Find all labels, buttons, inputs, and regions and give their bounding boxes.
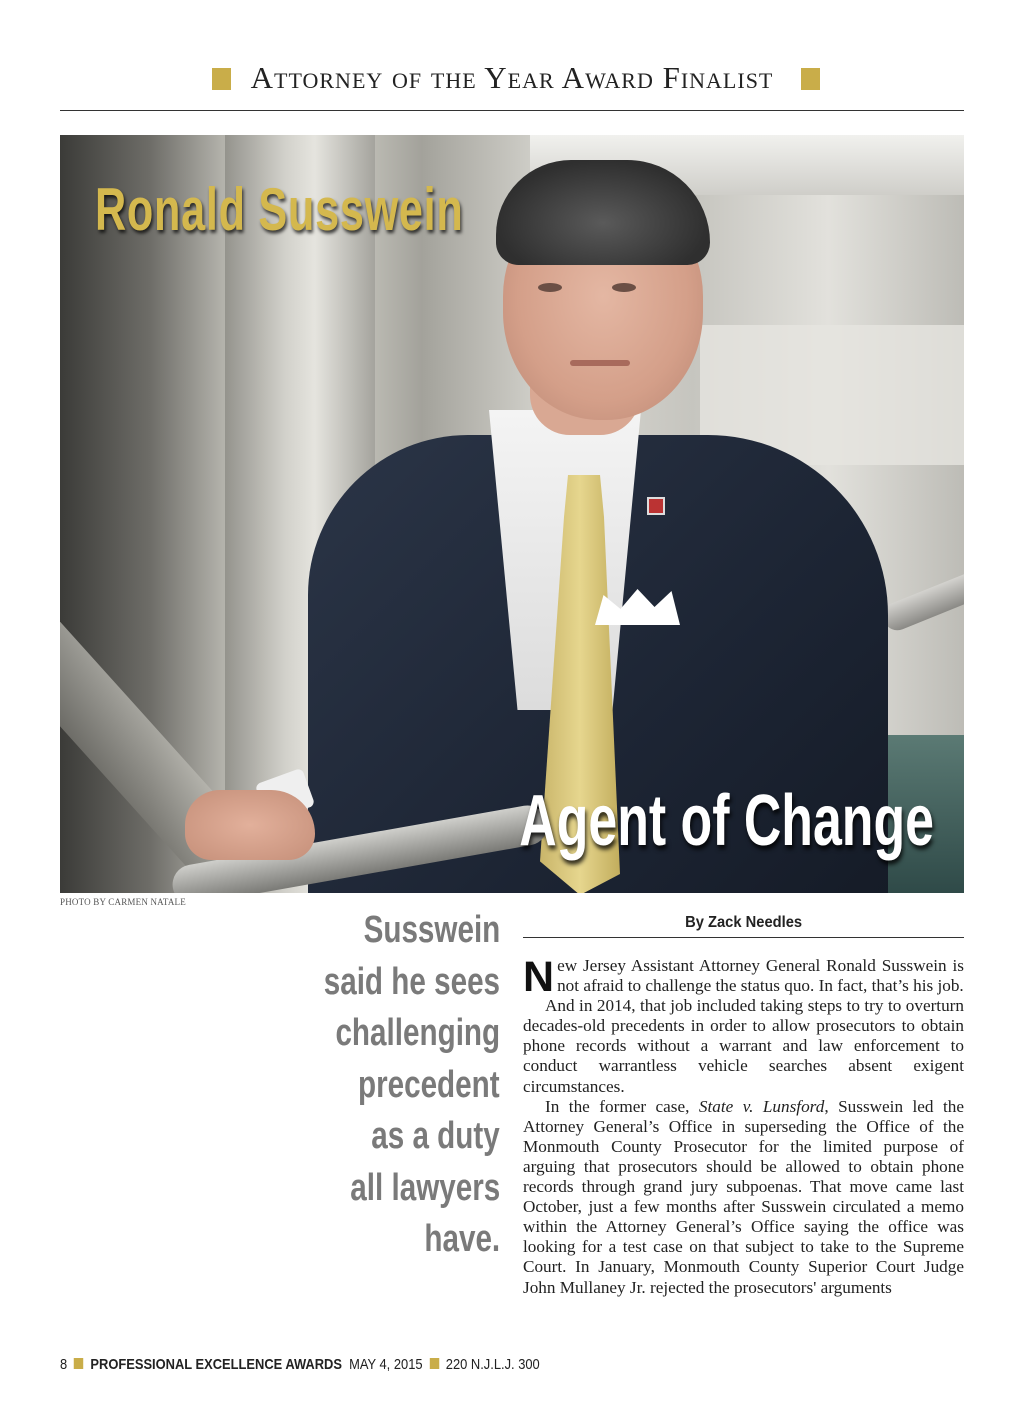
footer-square	[429, 1358, 438, 1369]
subject-right-eye	[612, 283, 636, 292]
photo-credit: PHOTO BY CARMEN NATALE	[60, 897, 186, 907]
page-number: 8	[60, 1356, 68, 1373]
pull-quote-line: said he sees	[323, 960, 500, 1003]
article-paragraph: In the former case, State v. Lunsford, Susswein led the Attorney General’s Office in superseding the Office of the Monmouth County Prosecutor for the limited purpose of arguing that prosecutors should be allowed to obtain phone records through grand jury subpoenas. That move came last October, just a few months after Susswein circulated a memo within the Attorney General’s Office saying the office was looking for a test case on that subject to take to the Supreme Court. In January, Monmouth County Superior Court Judge John Mullaney Jr. rejected the prosecutors' arguments	[523, 1096, 965, 1297]
pull-quote-line: challenging	[335, 1012, 500, 1054]
subject-left-eye	[538, 283, 562, 292]
article-body	[523, 953, 965, 1298]
pull-quote-line: all lawyers	[350, 1166, 500, 1209]
page-footer	[60, 1356, 618, 1373]
article-paragraph: New Jersey Assistant Attorney General Ronald Susswein is not afraid to challenge the status quo. In fact, that’s his job.	[523, 953, 964, 1001]
headline-overlay: Agent of Change	[519, 781, 934, 861]
header-right-square	[801, 68, 820, 90]
pull-quote-line: Susswein	[363, 909, 500, 951]
footer-date: MAY 4, 2015	[349, 1356, 423, 1373]
pull-quote-line: as a duty	[371, 1115, 500, 1157]
pull-quote-line: have.	[424, 1218, 500, 1260]
case-name: State v. Lunsford	[698, 1096, 825, 1116]
subject-hand	[185, 790, 315, 860]
drop-cap: N	[523, 953, 555, 1001]
footer-citation: 220 N.J.L.J. 300	[445, 1356, 540, 1373]
header-title: Attorney of the Year Award Finalist	[250, 60, 774, 95]
byline: By Zack Needles	[523, 914, 964, 938]
subject-hair	[496, 160, 710, 265]
footer-square	[74, 1358, 83, 1369]
portrait-photo	[60, 135, 964, 893]
article-paragraph: And in 2014, that job included taking steps to try to overturn decades-old precedents in order to allow prosecutors to obtain phone records without a warrant and law enforcement to conduct warrantless vehicle searches absent exigent circumstances.	[523, 996, 964, 1096]
page-header	[60, 60, 964, 111]
name-overlay-title: Ronald Susswein	[95, 176, 464, 243]
footer-section: PROFESSIONAL EXCELLENCE AWARDS	[90, 1356, 342, 1373]
subject-mouth	[570, 360, 630, 366]
pull-quote	[250, 905, 500, 1266]
flag-lapel-pin	[647, 497, 665, 515]
pull-quote-line: precedent	[358, 1063, 500, 1106]
